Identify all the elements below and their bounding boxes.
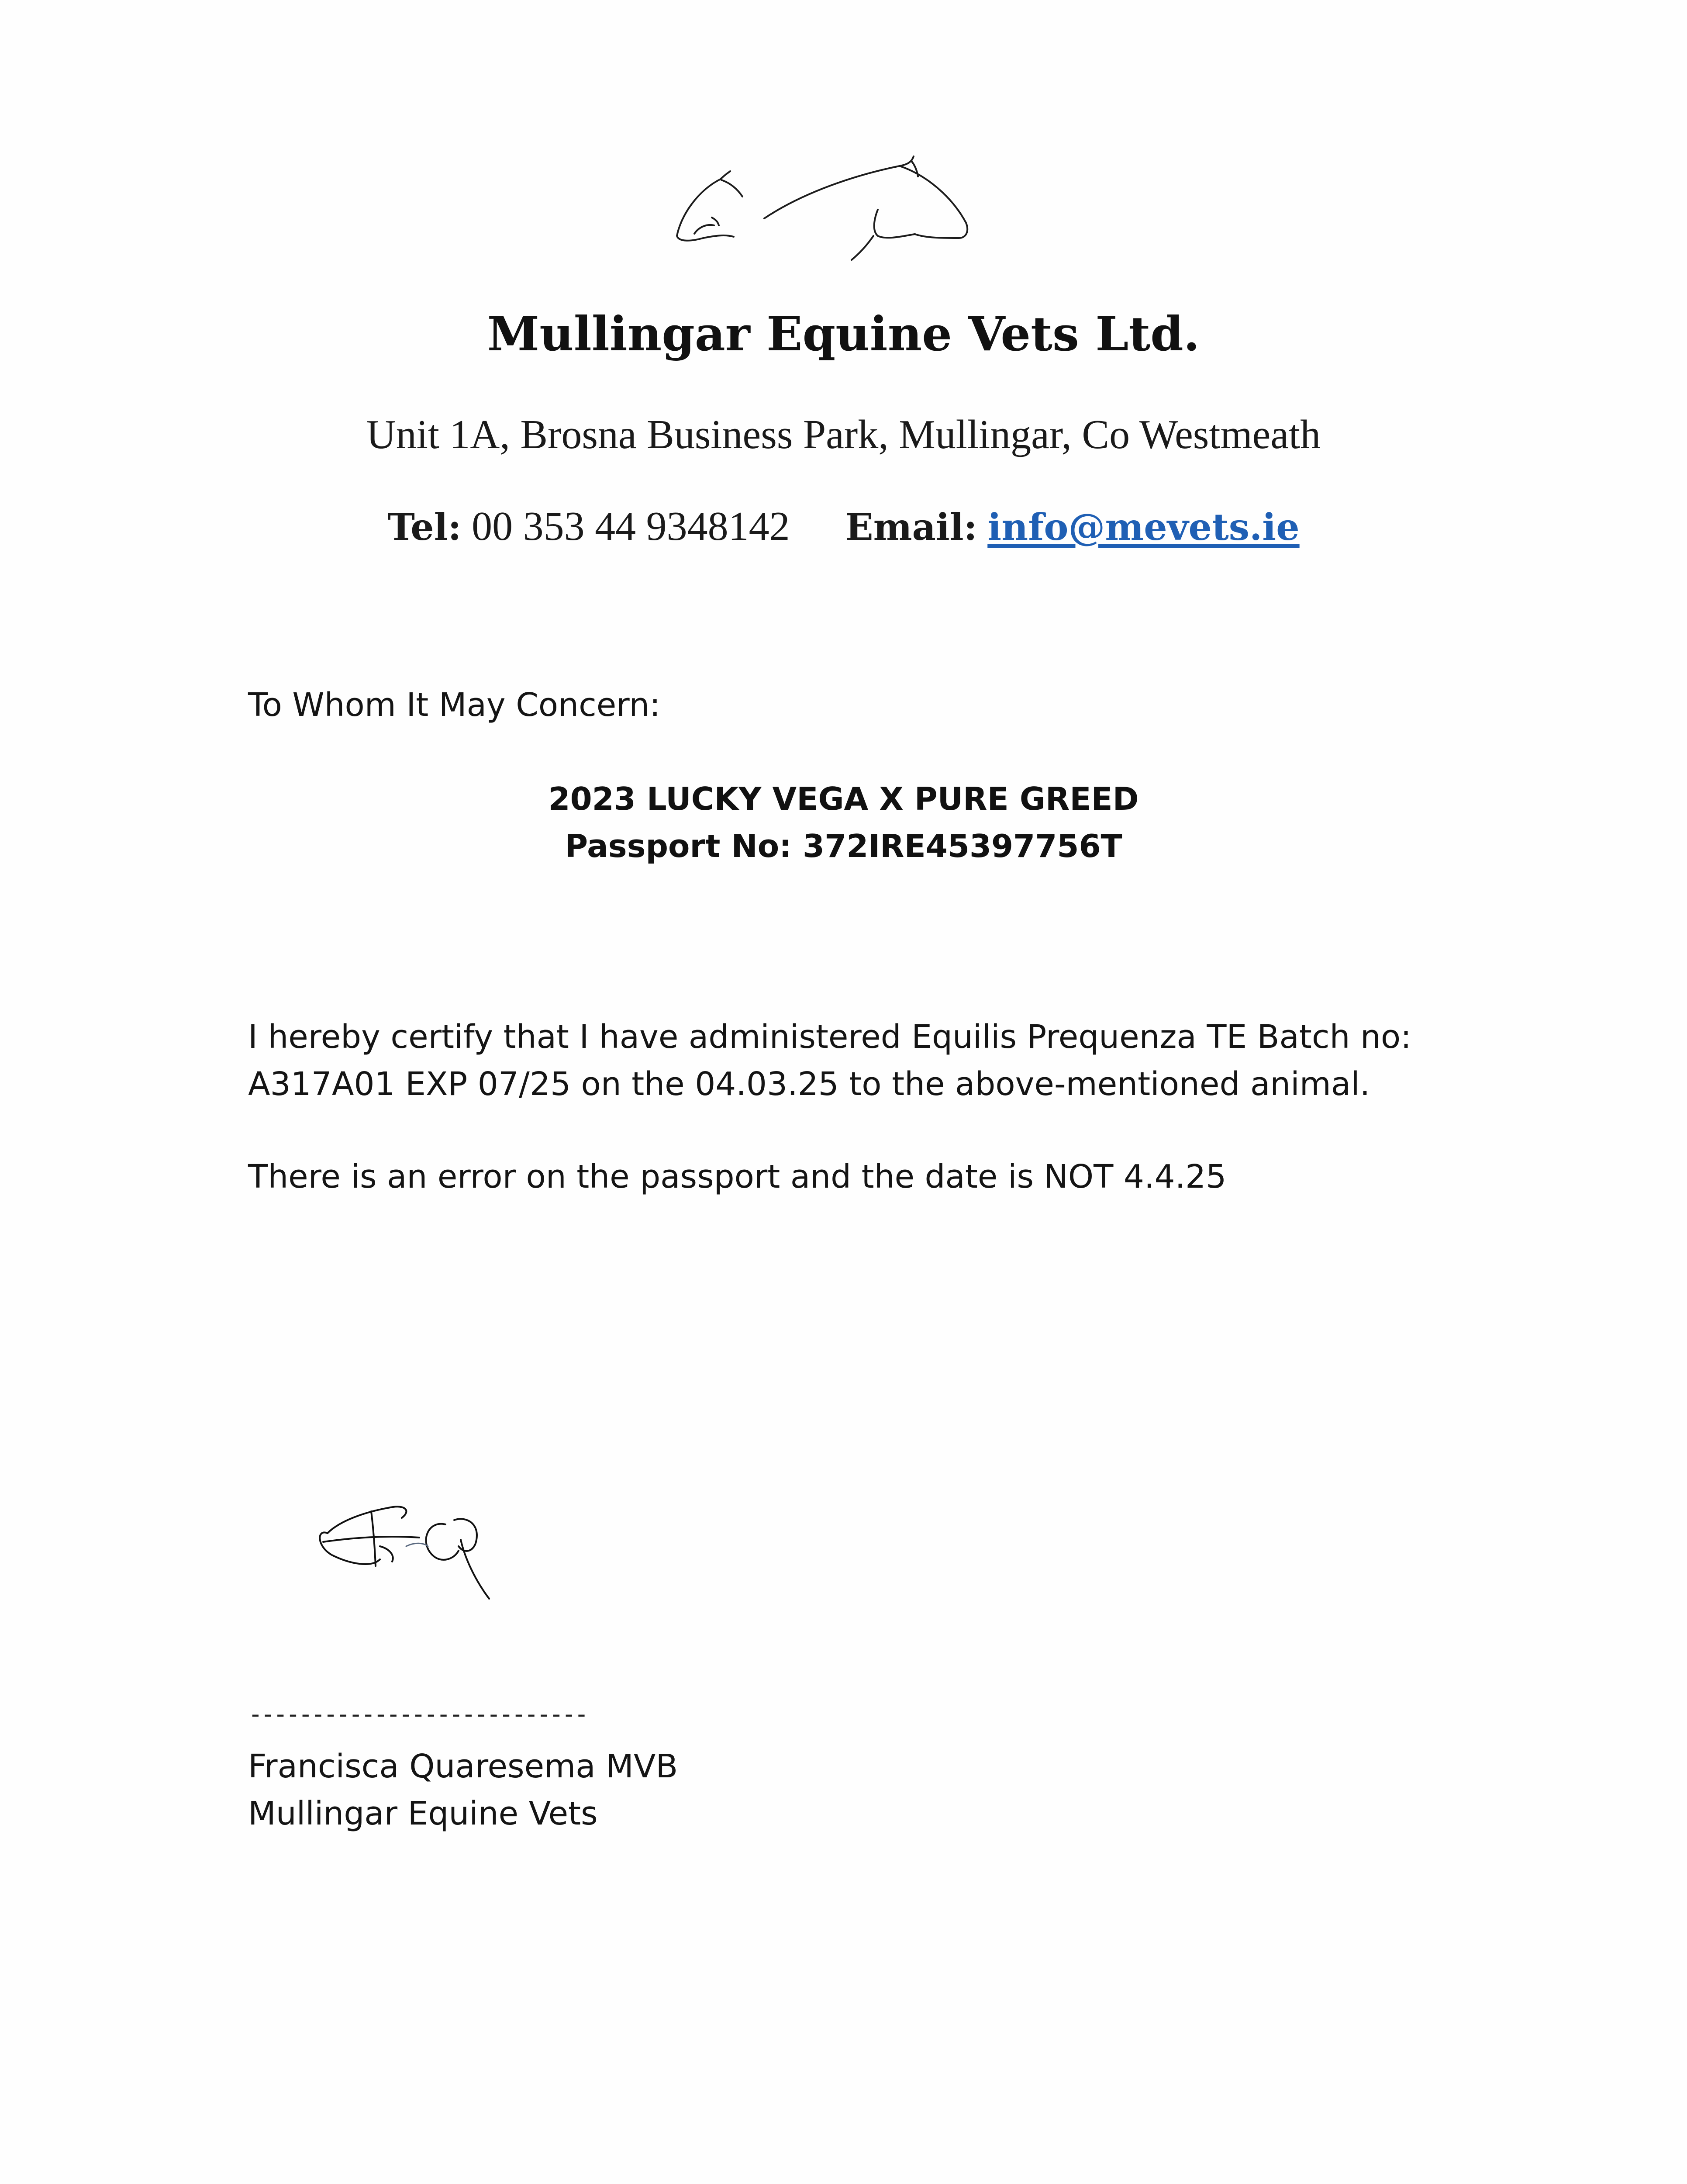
subject-passport: Passport No: 372IRE45397756T [565, 828, 1122, 864]
company-name: Mullingar Equine Vets Ltd. [487, 307, 1200, 362]
signer-block [248, 1743, 678, 1837]
error-note-paragraph: There is an error on the passport and the date is NOT 4.4.25 [248, 1158, 1227, 1196]
signature-icon [314, 1494, 507, 1603]
email-label: Email: [845, 505, 977, 549]
paragraph-line: A317A01 EXP 07/25 on the 04.03.25 to the above-mentioned animal. [248, 1065, 1370, 1103]
certification-paragraph [248, 1013, 1558, 1108]
tel-label: Tel: [387, 505, 462, 549]
signer-name: Francisca Quaresema MVB [248, 1748, 678, 1785]
company-address: Unit 1A, Brosna Business Park, Mullingar, Co Westmeath [366, 412, 1321, 457]
tel-value: 00 353 44 9348142 [472, 504, 790, 549]
horse-heads-logo-icon [673, 149, 969, 271]
contact-line [0, 500, 1687, 553]
signature-line: --------------------------- [248, 1700, 587, 1728]
signer-organization: Mullingar Equine Vets [248, 1795, 598, 1832]
email-link[interactable]: info@mevets.ie [987, 505, 1300, 549]
subject-animal: 2023 LUCKY VEGA X PURE GREED [548, 781, 1139, 817]
salutation: To Whom It May Concern: [248, 686, 661, 724]
subject-block [0, 775, 1687, 870]
paragraph-line: I hereby certify that I have administered Equilis Prequenza TE Batch no: [248, 1018, 1412, 1056]
